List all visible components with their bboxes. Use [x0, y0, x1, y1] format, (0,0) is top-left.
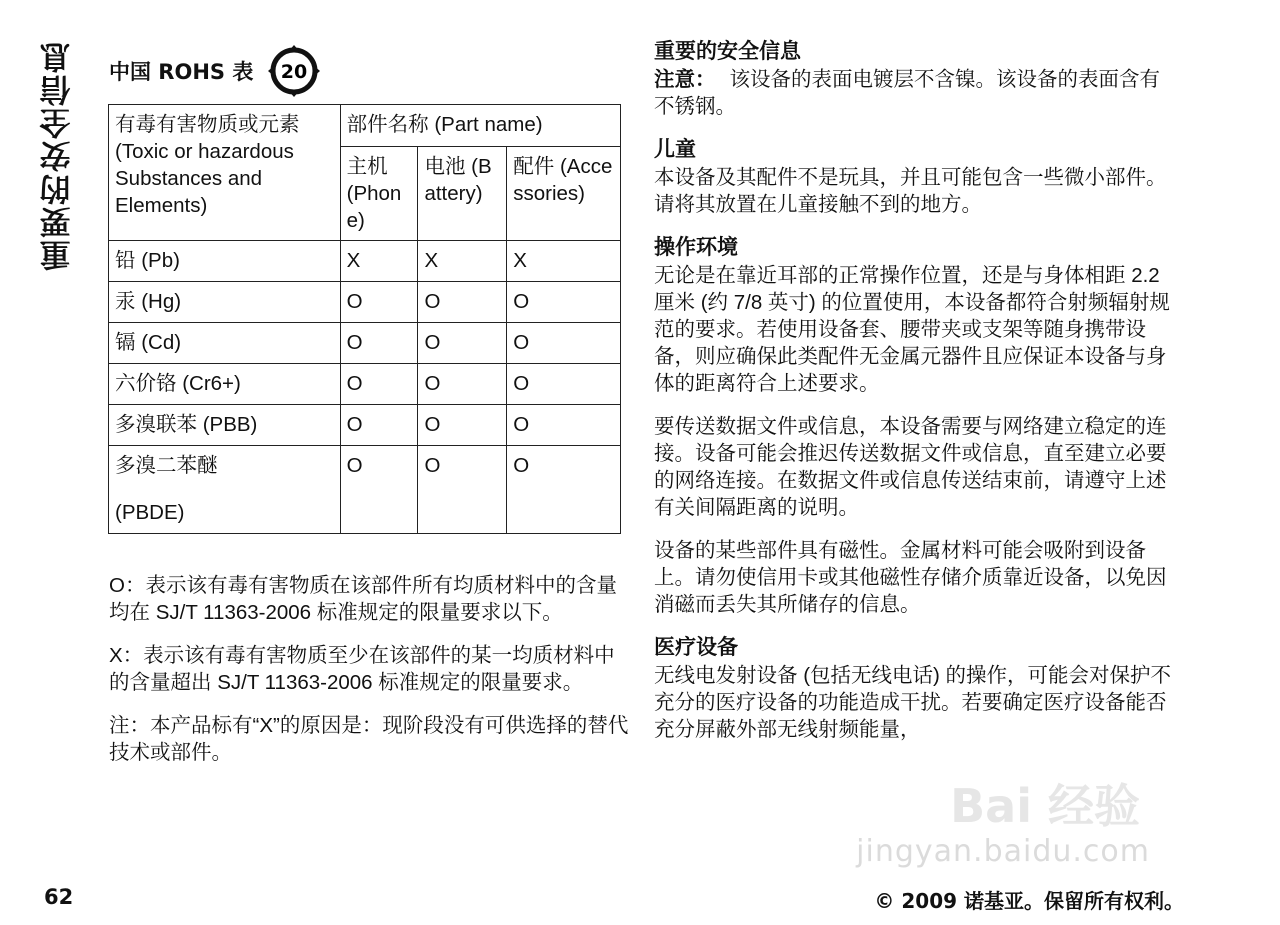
value-cell: O [340, 323, 418, 364]
rohs-title: 中国 ROHS 表 [109, 60, 254, 84]
table-row [109, 405, 621, 446]
children-text: 本设备及其配件不是玩具，并且可能包含一些微小部件。请将其放置在儿童接触不到的地方。 [654, 166, 1167, 216]
header-substances: 有毒有害物质或元素 (Toxic or hazardous Substances and Elements) [109, 105, 341, 241]
value-cell: O [418, 446, 507, 534]
value-cell: O [507, 405, 621, 446]
substance-name-cn: 多溴二苯醚 [115, 454, 218, 477]
children-heading: 儿童 [654, 138, 696, 161]
note-label: 注意： [654, 68, 716, 91]
value-cell: X [418, 241, 507, 282]
substance-name [109, 446, 341, 534]
value-cell: X [340, 241, 418, 282]
substance-name-en: (PBDE) [115, 501, 185, 524]
value-cell: O [340, 405, 418, 446]
copyright: © 2009 诺基亚。保留所有权利。 [874, 889, 1184, 913]
sidebar-section-title: 重要的安全信息 [40, 40, 77, 272]
value-cell: O [507, 446, 621, 534]
nickel-note [654, 66, 1174, 120]
note-reason: 注：本产品标有“X”的原因是：现阶段没有可供选择的替代技术或部件。 [109, 714, 629, 764]
header-part-name: 部件名称 (Part name) [340, 105, 620, 147]
page-number: 62 [44, 885, 74, 909]
medical-text: 无线电发射设备 (包括无线电话) 的操作，可能会对保护不充分的医疗设备的功能造成干扰。若要确定医疗设备能否充分屏蔽外部无线射频能量， [654, 664, 1172, 741]
medical-heading: 医疗设备 [654, 636, 738, 659]
value-cell: O [340, 282, 418, 323]
substance-name: 铅 (Pb) [109, 241, 341, 282]
rohs-table [108, 104, 621, 534]
baidu-watermark [856, 770, 1220, 870]
environment-text-2: 要传送数据文件或信息，本设备需要与网络建立稳定的连接。设备可能会推迟传送数据文件或信息，直至建立必要的网络连接。在数据文件或信息传送结束前，请遵守上述有关间隔距离的说明。 [654, 415, 1167, 519]
rohs-header [109, 42, 323, 100]
subheader-battery: 电池 (Battery) [418, 147, 507, 241]
epup-number: 20 [281, 61, 308, 83]
substance-name: 六价铬 (Cr6+) [109, 364, 341, 405]
substance-name: 汞 (Hg) [109, 282, 341, 323]
value-cell: O [507, 282, 621, 323]
note-text: 该设备的表面电镀层不含镍。该设备的表面含有不锈钢。 [654, 68, 1160, 118]
value-cell: O [418, 405, 507, 446]
environment-heading: 操作环境 [654, 236, 738, 259]
substance-name: 多溴联苯 (PBB) [109, 405, 341, 446]
table-row [109, 364, 621, 405]
environment-text-1: 无论是在靠近耳部的正常操作位置，还是与身体相距 2.2 厘米 (约 7/8 英寸) 的位置使用，本设备都符合射频辐射规范的要求。若使用设备套、腰带夹或支架等随身携带设备，则应确保此类配件无金属元器件且应保证本设备与身体的距离符合上述要求。 [654, 264, 1170, 395]
watermark-url: jingyan.baidu.com [856, 834, 1150, 869]
subheader-accessories: 配件 (Accessories) [507, 147, 621, 241]
value-cell: O [340, 446, 418, 534]
value-cell: O [507, 364, 621, 405]
environment-text-3: 设备的某些部件具有磁性。金属材料可能会吸附到设备上。请勿使信用卡或其他磁性存储介质靠近设备，以免因消磁而丢失其所储存的信息。 [654, 539, 1167, 616]
value-cell: O [507, 323, 621, 364]
value-cell: O [418, 282, 507, 323]
subheader-phone: 主机 (Phone) [340, 147, 418, 241]
safety-heading: 重要的安全信息 [654, 40, 801, 63]
right-column [654, 38, 1174, 759]
note-x: X：表示该有毒有害物质至少在该部件的某一均质材料中的含量超出 SJ/T 11363-2006 标准规定的限量要求。 [109, 644, 615, 694]
table-row [109, 241, 621, 282]
table-row [109, 446, 621, 534]
value-cell: O [418, 323, 507, 364]
watermark-logo: Bai 经验 [950, 779, 1140, 833]
table-notes [109, 572, 629, 782]
value-cell: O [340, 364, 418, 405]
substance-name: 镉 (Cd) [109, 323, 341, 364]
value-cell: O [418, 364, 507, 405]
environment-protection-use-period-icon [265, 42, 323, 100]
table-row [109, 323, 621, 364]
note-o: O：表示该有毒有害物质在该部件所有均质材料中的含量均在 SJ/T 11363-2006 标准规定的限量要求以下。 [109, 574, 617, 624]
value-cell: X [507, 241, 621, 282]
table-row [109, 282, 621, 323]
